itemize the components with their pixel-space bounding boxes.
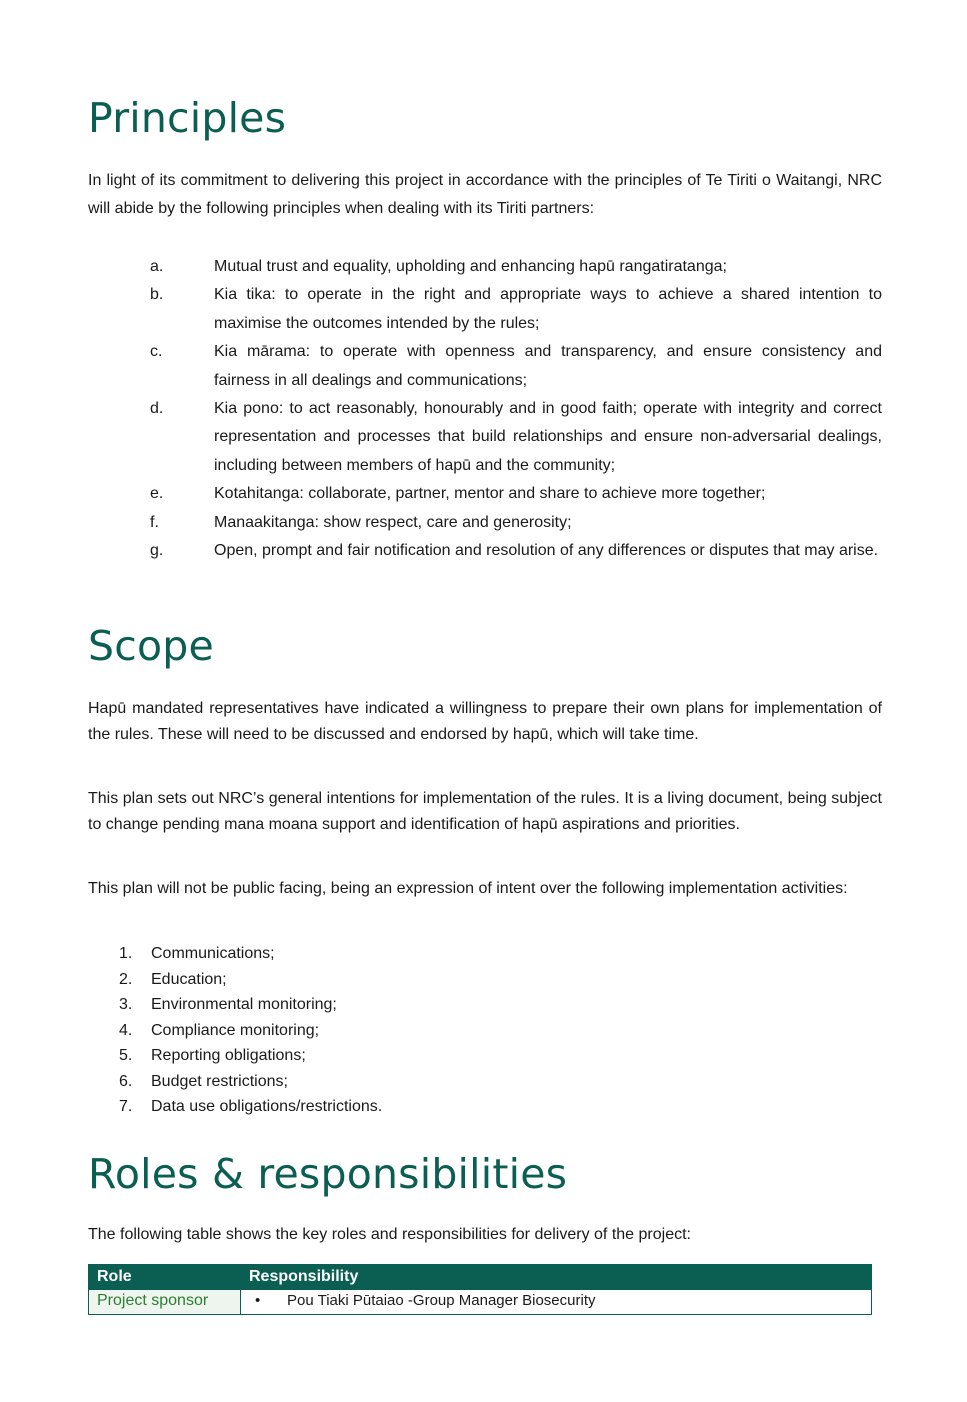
list-marker: 2. <box>119 970 133 988</box>
list-marker: 1. <box>119 945 133 962</box>
responsibility-bullet-item <box>249 1292 863 1309</box>
bullet-marker: • <box>255 1292 261 1309</box>
list-item <box>88 509 882 537</box>
scope-paragraph: This plan sets out NRC’s general intentions for implementation of the rules. It is a living document, being subject to change pending mana moana support and identification of hapū aspirations and priorities. <box>88 790 882 833</box>
list-marker: 3. <box>119 996 133 1013</box>
activities-list <box>88 941 382 1120</box>
list-marker: 4. <box>119 1021 133 1039</box>
list-item <box>88 992 382 1018</box>
scope-paragraph: Hapū mandated representatives have indicated a willingness to prepare their own plans for implementation of the rules. These will need to be discussed and endorsed by hapū, which will take time. <box>88 700 882 743</box>
list-item <box>88 537 882 565</box>
responsibility-text: Pou Tiaki Pūtaiao -Group Manager Biosecurity <box>287 1292 596 1309</box>
scope-heading: Scope <box>88 622 214 670</box>
list-item <box>88 338 882 395</box>
table-header-row <box>89 1265 872 1290</box>
principles-intro: In light of its commitment to delivering this project in accordance with the principles of Te Tiriti o Waitangi, NRC will abide by the following principles when dealing with its Tiriti partners: <box>88 172 882 217</box>
list-item-text: Kotahitanga: collaborate, partner, mentor and share to achieve more together; <box>214 485 766 503</box>
list-item-text: Education; <box>151 970 227 988</box>
responsibility-cell <box>241 1290 872 1315</box>
list-item-text: Reporting obligations; <box>151 1047 306 1064</box>
list-marker: d. <box>150 400 164 418</box>
list-item <box>88 1069 382 1095</box>
list-item <box>88 253 882 281</box>
list-marker: e. <box>150 485 164 503</box>
list-item <box>88 1043 382 1069</box>
list-item-text: Communications; <box>151 945 275 962</box>
list-marker: b. <box>150 286 164 304</box>
list-item <box>88 480 882 508</box>
role-cell: Project sponsor <box>89 1290 241 1315</box>
column-header-responsibility: Responsibility <box>241 1265 872 1290</box>
list-item <box>88 941 382 967</box>
list-marker: a. <box>150 258 164 275</box>
list-item <box>88 967 382 993</box>
list-item-text: Budget restrictions; <box>151 1072 288 1090</box>
scope-paragraph: This plan will not be public facing, being an expression of intent over the following implementation activities: <box>88 880 848 897</box>
principles-heading: Principles <box>88 94 287 142</box>
list-item-text: Open, prompt and fair notification and resolution of any differences or disputes that may arise. <box>214 542 879 560</box>
list-item-text: Kia pono: to act reasonably, honourably and in good faith; operate with integrity and correct representation and processes that build relationships and ensure non-adversarial dealings, including between members of hapū and the community; <box>214 400 882 474</box>
list-marker: 7. <box>119 1098 133 1115</box>
list-marker: c. <box>150 343 163 361</box>
roles-intro: The following table shows the key roles and responsibilities for delivery of the project: <box>88 1226 691 1243</box>
list-item-text: Environmental monitoring; <box>151 996 337 1013</box>
list-item-text: Data use obligations/restrictions. <box>151 1098 383 1115</box>
column-header-role: Role <box>89 1265 241 1290</box>
list-item <box>88 1094 382 1120</box>
list-item-text: Kia mārama: to operate with openness and transparency, and ensure consistency and fairness in all dealings and communications; <box>214 343 882 389</box>
list-marker: f. <box>150 513 159 531</box>
list-item-text: Kia tika: to operate in the right and appropriate ways to achieve a shared intention to maximise the outcomes intended by the rules; <box>214 286 882 332</box>
list-item-text: Compliance monitoring; <box>151 1021 320 1039</box>
roles-heading: Roles & responsibilities <box>88 1150 568 1198</box>
principles-list <box>88 253 882 565</box>
list-item <box>88 1018 382 1044</box>
list-item <box>88 395 882 480</box>
list-item-text: Mutual trust and equality, upholding and enhancing hapū rangatiratanga; <box>214 258 727 275</box>
list-marker: g. <box>150 542 164 560</box>
list-item-text: Manaakitanga: show respect, care and generosity; <box>214 513 572 531</box>
list-marker: 5. <box>119 1047 133 1064</box>
list-marker: 6. <box>119 1072 133 1090</box>
list-item <box>88 281 882 338</box>
table-row <box>89 1290 872 1315</box>
roles-table <box>88 1264 872 1315</box>
